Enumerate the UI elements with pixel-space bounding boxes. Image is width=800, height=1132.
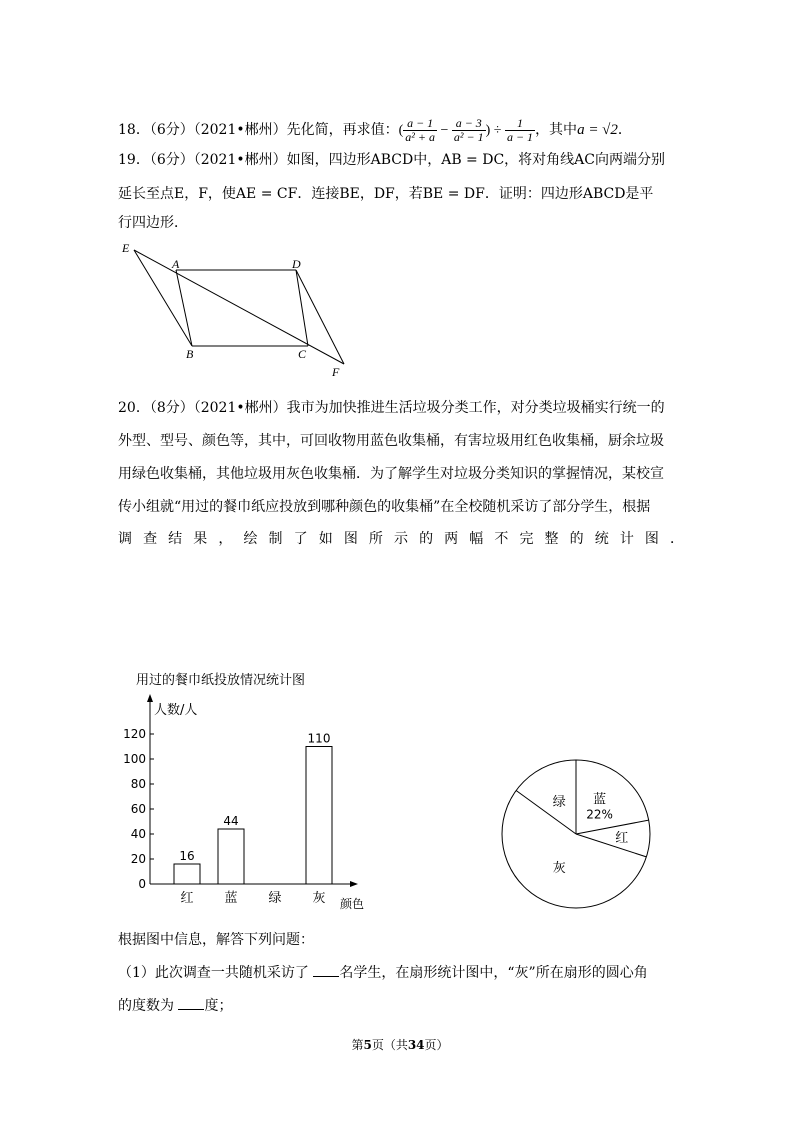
segment-ab bbox=[176, 270, 192, 346]
page-number: 5 bbox=[363, 1038, 372, 1052]
bar-value-label: 110 bbox=[307, 731, 331, 746]
label-b: B bbox=[186, 347, 194, 361]
y-tick-label: 80 bbox=[130, 777, 146, 791]
question-18: 18．（6分）（2021•郴州）先化简，再求值：( $\frac{a - 1}{\text{a² + a}}$ − $\frac{a - 3}{\text{a² − 1}}$ ) ÷ $\frac{1}{a - 1}$ ，其中a = √2． bbox=[118, 115, 632, 144]
pie-slice-label: 绿 bbox=[552, 795, 566, 811]
y-tick-label: 40 bbox=[130, 827, 146, 841]
q20-line-1: 20．（8分）（2021•郴州）我市为加快推进生活垃圾分类工作，对分类垃圾桶实行统一的 bbox=[118, 400, 665, 416]
q20-line-2: 外型、型号、颜色等，其中，可回收物用蓝色收集桶，有害垃圾用红色收集桶，厨余垃圾 bbox=[118, 433, 664, 449]
x-axis-arrow bbox=[350, 881, 358, 887]
q18-prefix: 18．（6分）（2021•郴州）先化简，再求值： bbox=[118, 122, 399, 138]
bar-chart bbox=[110, 662, 390, 918]
y-tick-label: 0 bbox=[138, 877, 146, 891]
label-a: A bbox=[172, 257, 180, 271]
q19-line-3: 行四边形． bbox=[118, 215, 188, 231]
bar-value-label: 16 bbox=[179, 849, 195, 863]
q18-condition: a = √2 bbox=[577, 122, 618, 138]
segment-be bbox=[134, 250, 192, 346]
y-tick-label: 20 bbox=[130, 852, 146, 866]
pie-slice-label: 灰 bbox=[552, 860, 566, 876]
category-label: 灰 bbox=[312, 891, 326, 906]
label-f: F bbox=[332, 365, 340, 379]
bar-chart-category-labels bbox=[180, 890, 325, 906]
y-tick-label: 60 bbox=[130, 802, 146, 816]
bar-0 bbox=[174, 864, 200, 884]
bar-chart-bars bbox=[174, 747, 332, 885]
pie-slice-label: 红 bbox=[615, 830, 629, 846]
q19-line-1: 19．（6分）（2021•郴州）如图，四边形ABCD中，AB = DC，将对角线AC向两端分别 bbox=[118, 152, 665, 168]
pie-slice-percent: 22% bbox=[586, 807, 613, 822]
q18-suffix: ，其中 bbox=[535, 122, 578, 138]
y-tick-label: 120 bbox=[123, 727, 146, 741]
page-footer: 第5页（共34页） bbox=[351, 1038, 449, 1052]
segment-ef bbox=[134, 250, 344, 364]
answer-blank-students[interactable] bbox=[313, 962, 339, 977]
label-e: E bbox=[122, 241, 130, 255]
parallelogram-figure bbox=[118, 236, 358, 380]
pie-slice-label: 蓝 bbox=[593, 792, 607, 808]
q20-line-4: 传小组就“用过的餐巾纸应投放到哪种颜色的收集桶”在全校随机采访了部分学生，根据 bbox=[118, 499, 651, 515]
q20-sub-1-cont: 的度数为 度； bbox=[118, 995, 232, 1016]
bar-chart-xlabel: 颜色 bbox=[340, 897, 365, 911]
bar-3 bbox=[306, 747, 332, 885]
category-label: 红 bbox=[180, 891, 194, 906]
page-total: 34 bbox=[407, 1038, 425, 1052]
bar-1 bbox=[218, 829, 244, 884]
q18-fraction-2: $\frac{a - 3}{\text{a² − 1}}$ bbox=[453, 115, 484, 144]
q18-fraction-1: $\frac{a - 1}{\text{a² + a}}$ bbox=[405, 115, 435, 144]
q20-line-3: 用绿色收集桶，其他垃圾用灰色收集桶．为了解学生对垃圾分类知识的掌握情况，某校宣 bbox=[118, 466, 664, 482]
q20-line-5: 调查结果，绘制了如图所示的两幅不完整的统计图． bbox=[118, 531, 684, 547]
label-c: C bbox=[298, 347, 307, 361]
q20-prompt: 根据图中信息，解答下列问题： bbox=[118, 932, 314, 948]
bar-chart-ticks bbox=[123, 727, 154, 891]
bar-chart-title: 用过的餐巾纸投放情况统计图 bbox=[136, 673, 306, 688]
q18-fraction-3: $\frac{1}{a - 1}$ bbox=[506, 115, 534, 144]
bar-chart-ylabel: 人数/人 bbox=[154, 703, 198, 718]
answer-blank-angle[interactable] bbox=[178, 995, 204, 1010]
y-axis-arrow bbox=[147, 694, 153, 702]
pie-chart bbox=[494, 752, 658, 916]
category-label: 蓝 bbox=[224, 891, 238, 906]
label-d: D bbox=[292, 257, 301, 271]
y-tick-label: 100 bbox=[123, 752, 146, 766]
category-label: 绿 bbox=[268, 891, 282, 906]
bar-value-label: 44 bbox=[223, 814, 239, 828]
q19-line-2: 延长至点E，F，使AE = CF．连接BE，DF，若BE = DF．证明：四边形ABCD是平 bbox=[118, 186, 654, 202]
q20-sub-1: （1）此次调查一共随机采访了 名学生，在扇形统计图中，“灰”所在扇形的圆心角 bbox=[118, 962, 648, 983]
